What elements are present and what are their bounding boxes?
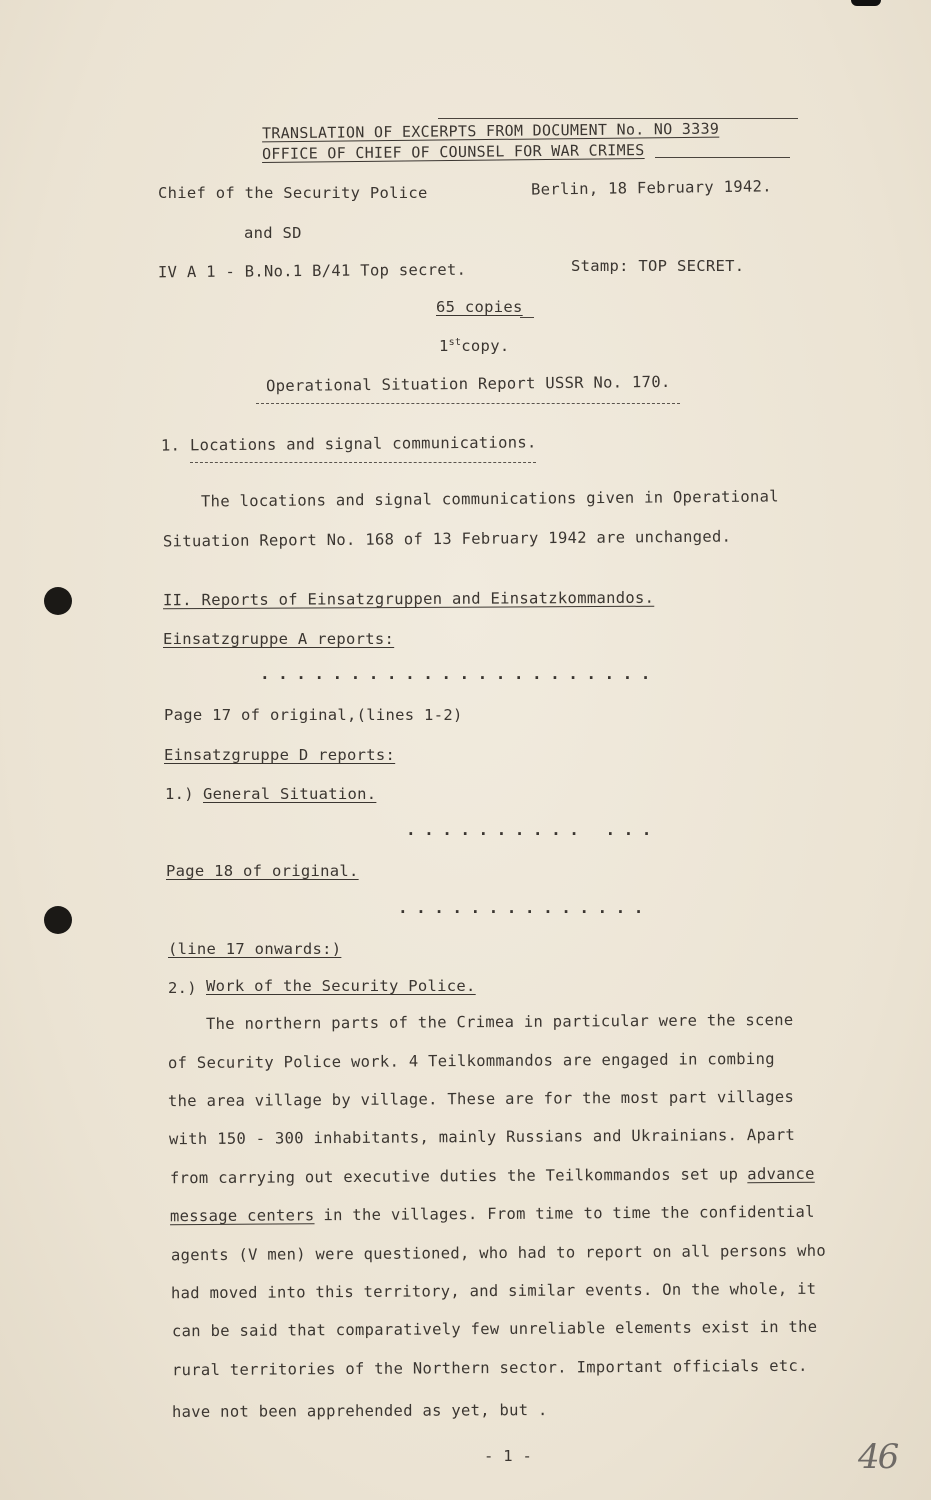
- reference-number: IV A 1 - B.No.1 B/41 Top secret.: [157, 260, 467, 282]
- header-top-rule: [438, 118, 798, 119]
- body-line-6-text: in the villages. From time to time the confidential: [323, 1202, 815, 1225]
- body-line-11: have not been apprehended as yet, but .: [171, 1401, 548, 1421]
- stamp-top-secret: Stamp: TOP SECRET.: [571, 257, 745, 275]
- omission-dots-3: ..............: [398, 898, 652, 917]
- copy-label: copy.: [461, 337, 510, 356]
- page-17-note: Page 17 of original,(lines 1-2): [164, 706, 463, 724]
- copies-underline-tail: [520, 317, 534, 318]
- sender-line-1: Chief of the Security Police: [158, 184, 428, 202]
- header-line-2: OFFICE OF CHIEF OF COUNSEL FOR WAR CRIMES: [261, 140, 645, 164]
- general-situation-number: 1.): [165, 785, 194, 803]
- copy-number-value: 1: [439, 337, 449, 356]
- sender-line-2: and SD: [244, 224, 302, 242]
- report-title-underline: [256, 403, 680, 404]
- omission-dots-1: ......................: [260, 664, 659, 683]
- copy-number-suffix: st: [448, 337, 462, 348]
- section-1-heading: 1. Locations and signal communications.: [160, 433, 537, 455]
- body-line-5-underlined: advance: [747, 1164, 815, 1184]
- punch-hole-top: [44, 587, 72, 615]
- section-1-underline: [190, 462, 536, 463]
- header-line-1: TRANSLATION OF EXCERPTS FROM DOCUMENT No. NO 3339: [261, 119, 720, 143]
- body-line-6-underlined: message centers: [169, 1206, 315, 1226]
- copies-count: 65 copies: [436, 298, 523, 316]
- body-line-1: The northern parts of the Crimea in particular were the scene: [205, 1010, 794, 1034]
- punch-hole-bottom: [44, 906, 72, 934]
- body-line-8: had moved into this territory, and similar events. On the whole, it: [170, 1279, 817, 1303]
- body-line-5-text: from carrying out executive duties the Teilkommandos set up: [169, 1165, 739, 1188]
- line-17-note: (line 17 onwards:): [168, 940, 342, 958]
- body-line-3: the area village by village. These are for the most part villages: [167, 1087, 795, 1111]
- einsatzgruppe-a-label: Einsatzgruppe A reports:: [163, 630, 395, 648]
- section-1-text-line-2: Situation Report No. 168 of 13 February 1942 are unchanged.: [162, 527, 732, 551]
- page-18-note: Page 18 of original.: [166, 862, 359, 880]
- work-heading: Work of the Security Police.: [206, 977, 476, 995]
- body-line-4: with 150 - 300 inhabitants, mainly Russians and Ukrainians. Apart: [168, 1125, 796, 1149]
- einsatzgruppe-d-label: Einsatzgruppe D reports:: [164, 746, 396, 764]
- page-number: - 1 -: [484, 1447, 533, 1465]
- work-number: 2.): [168, 979, 197, 997]
- corner-mark: [851, 0, 881, 6]
- body-line-6: [170, 1203, 815, 1226]
- general-situation-heading: General Situation.: [203, 785, 377, 803]
- body-line-7: agents (V men) were questioned, who had to report on all persons who: [170, 1241, 827, 1265]
- omission-dots-2: .......... ...: [406, 820, 660, 839]
- body-line-9: can be said that comparatively few unreliable elements exist in the: [171, 1317, 818, 1341]
- handwritten-folio-number: 46: [858, 1437, 898, 1477]
- report-title: Operational Situation Report USSR No. 170.: [265, 372, 671, 396]
- body-line-5: [170, 1165, 815, 1188]
- place-date: Berlin, 18 February 1942.: [530, 177, 772, 199]
- section-1-text-line-1: The locations and signal communications given in Operational: [200, 487, 779, 511]
- section-2-heading: II. Reports of Einsatzgruppen and Einsatzkommandos.: [162, 588, 655, 610]
- body-line-10: rural territories of the Northern sector. Important officials etc.: [171, 1356, 808, 1380]
- body-line-2: of Security Police work. 4 Teilkommandos are engaged in combing: [167, 1049, 775, 1073]
- header-bottom-rule: [655, 157, 790, 158]
- copy-number: [439, 337, 509, 355]
